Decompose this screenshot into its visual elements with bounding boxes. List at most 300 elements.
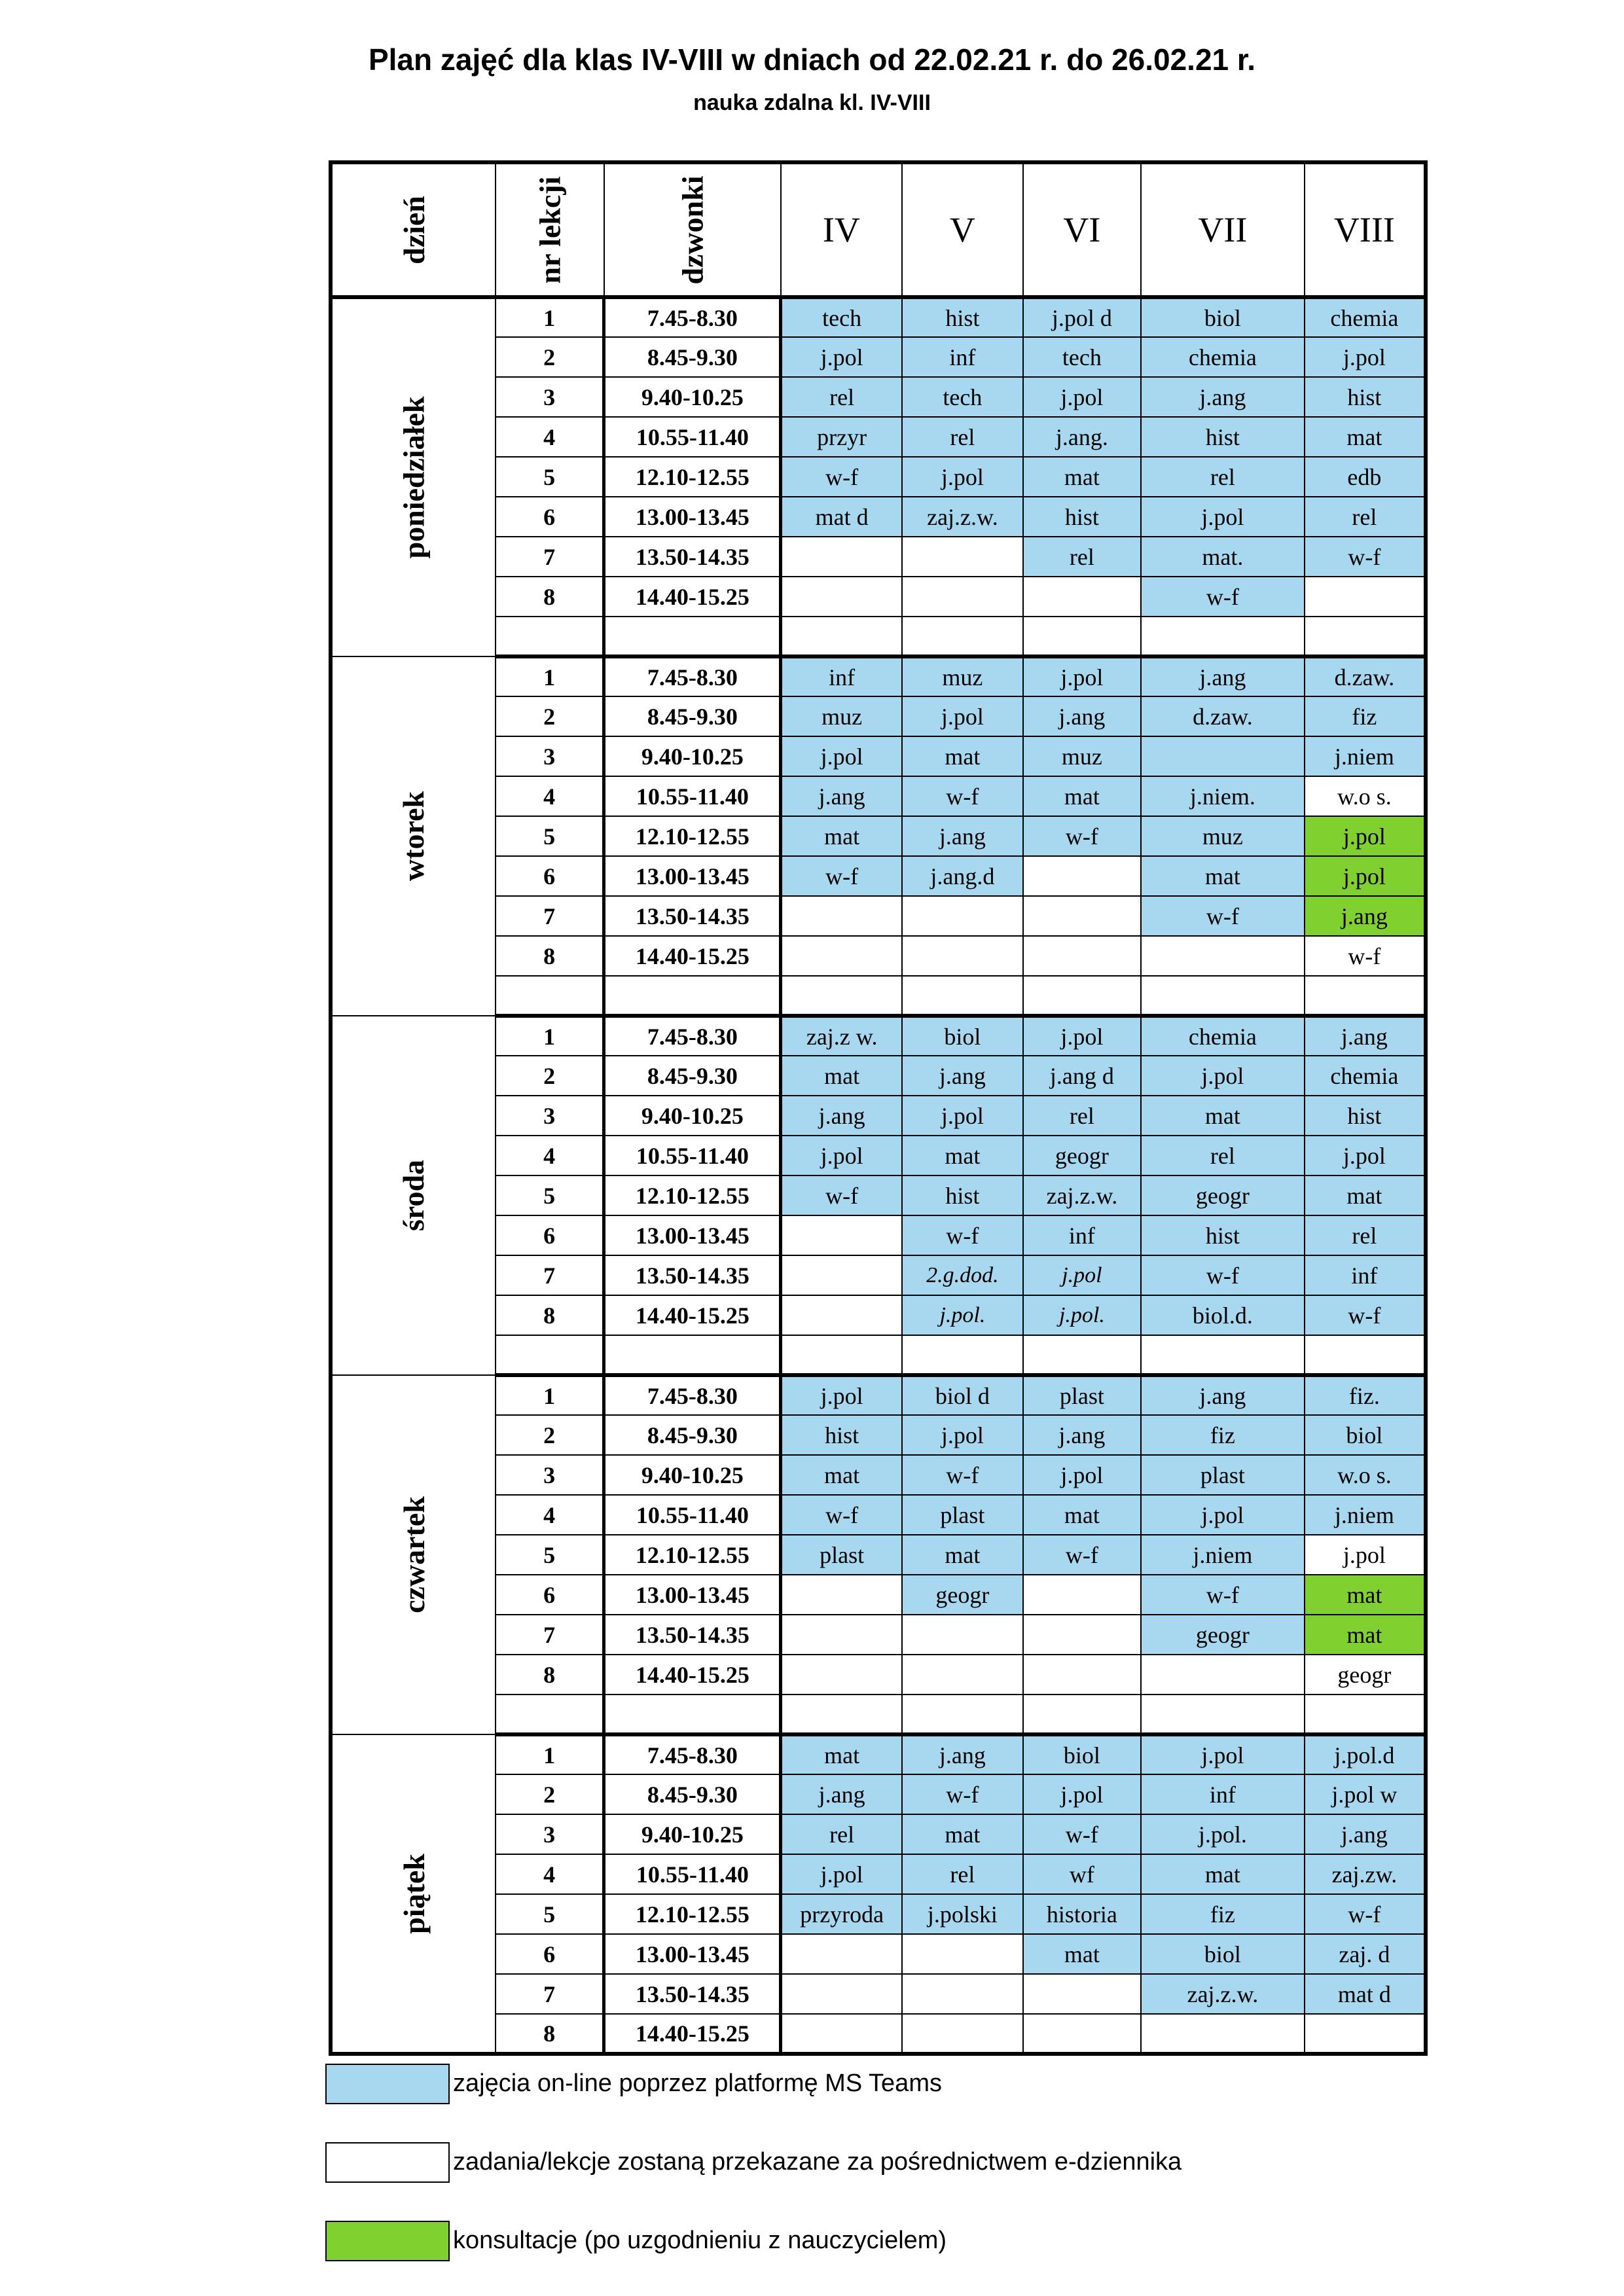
- subject-cell: j.pol: [902, 696, 1023, 736]
- subject-cell: j.pol: [1023, 1016, 1141, 1056]
- subject-cell: rel: [902, 1854, 1023, 1894]
- subject-cell: j.pol: [1305, 816, 1426, 856]
- subject-cell: [781, 1615, 902, 1655]
- subject-cell: [1023, 936, 1141, 976]
- empty-cell: [1141, 976, 1305, 1016]
- subject-cell: fiz.: [1305, 1375, 1426, 1415]
- subject-cell: j.ang: [781, 1774, 902, 1814]
- subject-cell: [781, 1255, 902, 1295]
- subject-cell: hist: [902, 297, 1023, 337]
- empty-cell: [604, 1335, 781, 1375]
- empty-cell: [604, 976, 781, 1016]
- bell-time: 12.10-12.55: [604, 1175, 781, 1215]
- subject-cell: plast: [1141, 1455, 1305, 1495]
- subject-cell: rel: [1305, 497, 1426, 537]
- lesson-number: 3: [496, 1814, 604, 1854]
- header-class-vi: VI: [1023, 162, 1141, 297]
- subject-cell: wf: [1023, 1854, 1141, 1894]
- bell-time: 13.50-14.35: [604, 1255, 781, 1295]
- bell-time: 14.40-15.25: [604, 1295, 781, 1335]
- subject-cell: w-f: [781, 1175, 902, 1215]
- bell-time: 14.40-15.25: [604, 2014, 781, 2054]
- lesson-number: 3: [496, 1455, 604, 1495]
- header-day: dzień: [331, 162, 496, 297]
- subject-cell: w-f: [902, 1215, 1023, 1255]
- subject-cell: tech: [781, 297, 902, 337]
- subject-cell: w-f: [1141, 896, 1305, 936]
- legend-swatch-consult: [325, 2221, 450, 2261]
- subject-cell: j.pol: [1023, 377, 1141, 417]
- subject-cell: [781, 936, 902, 976]
- subject-cell: mat: [781, 816, 902, 856]
- subject-cell: hist: [1305, 377, 1426, 417]
- subject-cell: rel: [1141, 1136, 1305, 1175]
- subject-cell: [1023, 1974, 1141, 2014]
- subject-cell: j.ang: [781, 776, 902, 816]
- lesson-number: 8: [496, 1295, 604, 1335]
- subject-cell: w-f: [1141, 1255, 1305, 1295]
- empty-cell: [1023, 1335, 1141, 1375]
- bell-time: 13.00-13.45: [604, 1215, 781, 1255]
- bell-time: 12.10-12.55: [604, 1535, 781, 1575]
- subject-cell: j.pol: [1305, 856, 1426, 896]
- legend-swatch-ediary: [325, 2142, 450, 2183]
- subject-cell: geogr: [1141, 1175, 1305, 1215]
- subject-cell: j.pol.: [1023, 1295, 1141, 1335]
- subject-cell: [902, 1934, 1023, 1974]
- header-class-v: V: [902, 162, 1023, 297]
- header-class-iv: IV: [781, 162, 902, 297]
- subject-cell: rel: [1023, 537, 1141, 577]
- bell-time: 10.55-11.40: [604, 1854, 781, 1894]
- subject-cell: chemia: [1141, 337, 1305, 377]
- empty-cell: [781, 1335, 902, 1375]
- subject-cell: hist: [1141, 417, 1305, 457]
- subject-cell: j.ang: [1023, 696, 1141, 736]
- bell-time: 7.45-8.30: [604, 656, 781, 696]
- lesson-number: 6: [496, 1215, 604, 1255]
- bell-time: 12.10-12.55: [604, 1894, 781, 1934]
- subject-cell: [781, 577, 902, 617]
- subject-cell: j.pol: [781, 1854, 902, 1894]
- lesson-number: 6: [496, 1934, 604, 1974]
- subject-cell: j.pol d: [1023, 297, 1141, 337]
- subject-cell: w-f: [1305, 537, 1426, 577]
- subject-cell: j.pol.: [1141, 1814, 1305, 1854]
- empty-cell: [496, 976, 604, 1016]
- subject-cell: mat: [902, 1814, 1023, 1854]
- lesson-number: 5: [496, 1175, 604, 1215]
- empty-cell: [1305, 976, 1426, 1016]
- subject-cell: j.ang: [902, 1734, 1023, 1774]
- bell-time: 9.40-10.25: [604, 1455, 781, 1495]
- empty-cell: [902, 976, 1023, 1016]
- subject-cell: j.ang: [781, 1096, 902, 1136]
- subject-cell: j.ang.d: [902, 856, 1023, 896]
- empty-cell: [781, 976, 902, 1016]
- bell-time: 14.40-15.25: [604, 1655, 781, 1695]
- subject-cell: w-f: [1305, 936, 1426, 976]
- subject-cell: rel: [781, 377, 902, 417]
- subject-cell: j.pol: [781, 337, 902, 377]
- lesson-number: 7: [496, 1615, 604, 1655]
- subject-cell: przyroda: [781, 1894, 902, 1934]
- page-subtitle: nauka zdalna kl. IV-VIII: [693, 90, 931, 115]
- empty-cell: [1023, 617, 1141, 656]
- lesson-number: 1: [496, 1375, 604, 1415]
- bell-time: 7.45-8.30: [604, 297, 781, 337]
- subject-cell: geogr: [902, 1575, 1023, 1615]
- subject-cell: muz: [1141, 816, 1305, 856]
- lesson-number: 6: [496, 856, 604, 896]
- lesson-number: 6: [496, 497, 604, 537]
- bell-time: 13.50-14.35: [604, 537, 781, 577]
- subject-cell: fiz: [1305, 696, 1426, 736]
- subject-cell: mat d: [781, 497, 902, 537]
- subject-cell: w-f: [1023, 816, 1141, 856]
- subject-cell: [781, 537, 902, 577]
- bell-time: 14.40-15.25: [604, 936, 781, 976]
- empty-cell: [604, 617, 781, 656]
- lesson-number: 6: [496, 1575, 604, 1615]
- subject-cell: mat: [1305, 1575, 1426, 1615]
- empty-cell: [902, 1335, 1023, 1375]
- lesson-number: 4: [496, 1136, 604, 1175]
- subject-cell: [1023, 1575, 1141, 1615]
- lesson-number: 3: [496, 377, 604, 417]
- legend-label-consult: konsultacje (po uzgodnieniu z nauczycielem): [453, 2227, 947, 2254]
- subject-cell: [781, 1575, 902, 1615]
- bell-time: 8.45-9.30: [604, 1415, 781, 1455]
- lesson-number: 8: [496, 1655, 604, 1695]
- subject-cell: zaj.z.w.: [1141, 1974, 1305, 2014]
- page-title: Plan zajęć dla klas IV-VIII w dniach od 22.02.21 r. do 26.02.21 r.: [368, 43, 1256, 77]
- subject-cell: hist: [781, 1415, 902, 1455]
- subject-cell: mat: [1141, 1096, 1305, 1136]
- lesson-number: 4: [496, 417, 604, 457]
- subject-cell: j.pol: [781, 736, 902, 776]
- lesson-number: 1: [496, 1016, 604, 1056]
- header-lesson-number: nr lekcji: [496, 162, 604, 297]
- lesson-number: 1: [496, 297, 604, 337]
- subject-cell: j.pol: [1023, 1455, 1141, 1495]
- legend-swatch-online: [325, 2064, 450, 2104]
- lesson-number: 2: [496, 337, 604, 377]
- subject-cell: muz: [902, 656, 1023, 696]
- subject-cell: w-f: [1141, 577, 1305, 617]
- subject-cell: [1141, 1655, 1305, 1695]
- subject-cell: j.ang: [1023, 1415, 1141, 1455]
- subject-cell: j.pol: [1023, 1774, 1141, 1814]
- subject-cell: muz: [1023, 736, 1141, 776]
- subject-cell: [1141, 736, 1305, 776]
- header-class-vii: VII: [1141, 162, 1305, 297]
- empty-cell: [1023, 1695, 1141, 1734]
- subject-cell: tech: [1023, 337, 1141, 377]
- lesson-number: 2: [496, 1774, 604, 1814]
- subject-cell: w-f: [1023, 1535, 1141, 1575]
- subject-cell: inf: [1023, 1215, 1141, 1255]
- subject-cell: 2.g.dod.: [902, 1255, 1023, 1295]
- bell-time: 9.40-10.25: [604, 377, 781, 417]
- lesson-number: 4: [496, 1854, 604, 1894]
- subject-cell: edb: [1305, 457, 1426, 497]
- empty-cell: [496, 1335, 604, 1375]
- table-row: [331, 297, 1426, 337]
- subject-cell: j.pol: [902, 1415, 1023, 1455]
- subject-cell: mat: [1023, 776, 1141, 816]
- subject-cell: tech: [902, 377, 1023, 417]
- subject-cell: [1023, 1615, 1141, 1655]
- header-class-viii: VIII: [1305, 162, 1426, 297]
- subject-cell: mat: [1305, 417, 1426, 457]
- subject-cell: mat d: [1305, 1974, 1426, 2014]
- lesson-number: 2: [496, 696, 604, 736]
- bell-time: 10.55-11.40: [604, 1495, 781, 1535]
- subject-cell: [1023, 2014, 1141, 2054]
- subject-cell: mat: [902, 1535, 1023, 1575]
- subject-cell: hist: [902, 1175, 1023, 1215]
- lesson-number: 3: [496, 736, 604, 776]
- empty-cell: [1141, 1335, 1305, 1375]
- subject-cell: [781, 1215, 902, 1255]
- subject-cell: [781, 1974, 902, 2014]
- subject-cell: [1023, 856, 1141, 896]
- subject-cell: j.pol w: [1305, 1774, 1426, 1814]
- subject-cell: historia: [1023, 1894, 1141, 1934]
- bell-time: 10.55-11.40: [604, 1136, 781, 1175]
- empty-cell: [604, 1695, 781, 1734]
- subject-cell: j.pol: [1023, 656, 1141, 696]
- subject-cell: mat: [1141, 1854, 1305, 1894]
- schedule-table: [329, 160, 1428, 2056]
- empty-cell: [1023, 976, 1141, 1016]
- subject-cell: j.pol: [1141, 1495, 1305, 1535]
- subject-cell: mat: [1023, 457, 1141, 497]
- empty-cell: [902, 1695, 1023, 1734]
- empty-cell: [781, 617, 902, 656]
- lesson-number: 8: [496, 936, 604, 976]
- bell-time: 13.50-14.35: [604, 896, 781, 936]
- subject-cell: chemia: [1141, 1016, 1305, 1056]
- bell-time: 13.00-13.45: [604, 856, 781, 896]
- subject-cell: mat: [1305, 1615, 1426, 1655]
- subject-cell: mat: [902, 736, 1023, 776]
- subject-cell: rel: [902, 417, 1023, 457]
- bell-time: 7.45-8.30: [604, 1734, 781, 1774]
- subject-cell: zaj.z.w.: [902, 497, 1023, 537]
- lesson-number: 7: [496, 1974, 604, 2014]
- lesson-number: 2: [496, 1415, 604, 1455]
- bell-time: 8.45-9.30: [604, 696, 781, 736]
- subject-cell: mat: [781, 1734, 902, 1774]
- subject-cell: biol: [902, 1016, 1023, 1056]
- subject-cell: inf: [1305, 1255, 1426, 1295]
- subject-cell: j.pol: [1141, 497, 1305, 537]
- subject-cell: [902, 1655, 1023, 1695]
- bell-time: 12.10-12.55: [604, 816, 781, 856]
- bell-time: 7.45-8.30: [604, 1375, 781, 1415]
- subject-cell: rel: [1305, 1215, 1426, 1255]
- subject-cell: j.ang: [1305, 1016, 1426, 1056]
- subject-cell: mat.: [1141, 537, 1305, 577]
- subject-cell: [1305, 2014, 1426, 2054]
- subject-cell: mat: [902, 1136, 1023, 1175]
- empty-cell: [1305, 1695, 1426, 1734]
- bell-time: 13.00-13.45: [604, 1575, 781, 1615]
- subject-cell: [1023, 896, 1141, 936]
- subject-cell: biol d: [902, 1375, 1023, 1415]
- subject-cell: [781, 1655, 902, 1695]
- lesson-number: 2: [496, 1056, 604, 1096]
- subject-cell: w.o s.: [1305, 1455, 1426, 1495]
- day-label: piątek: [331, 1734, 496, 2054]
- lesson-number: 5: [496, 816, 604, 856]
- day-label: wtorek: [331, 656, 496, 1016]
- subject-cell: biol: [1023, 1734, 1141, 1774]
- subject-cell: w-f: [902, 1774, 1023, 1814]
- subject-cell: fiz: [1141, 1415, 1305, 1455]
- lesson-number: 5: [496, 1894, 604, 1934]
- table-row: [331, 1016, 1426, 1056]
- subject-cell: j.ang: [1141, 1375, 1305, 1415]
- bell-time: 12.10-12.55: [604, 457, 781, 497]
- subject-cell: geogr: [1305, 1655, 1426, 1695]
- subject-cell: w-f: [781, 457, 902, 497]
- subject-cell: rel: [781, 1814, 902, 1854]
- subject-cell: j.niem: [1305, 1495, 1426, 1535]
- subject-cell: mat: [1305, 1175, 1426, 1215]
- subject-cell: d.zaw.: [1305, 656, 1426, 696]
- subject-cell: j.ang: [1141, 377, 1305, 417]
- bell-time: 10.55-11.40: [604, 776, 781, 816]
- subject-cell: geogr: [1141, 1615, 1305, 1655]
- lesson-number: 8: [496, 577, 604, 617]
- lesson-number: 3: [496, 1096, 604, 1136]
- subject-cell: inf: [1141, 1774, 1305, 1814]
- lesson-number: 1: [496, 1734, 604, 1774]
- subject-cell: zaj.z.w.: [1023, 1175, 1141, 1215]
- empty-cell: [1305, 617, 1426, 656]
- subject-cell: przyr: [781, 417, 902, 457]
- subject-cell: w-f: [902, 776, 1023, 816]
- subject-cell: j.ang: [902, 816, 1023, 856]
- subject-cell: j.pol: [1305, 1535, 1426, 1575]
- empty-cell: [496, 1695, 604, 1734]
- bell-time: 9.40-10.25: [604, 1096, 781, 1136]
- subject-cell: [781, 896, 902, 936]
- subject-cell: [1141, 2014, 1305, 2054]
- subject-cell: muz: [781, 696, 902, 736]
- subject-cell: j.niem.: [1141, 776, 1305, 816]
- subject-cell: mat: [1023, 1934, 1141, 1974]
- subject-cell: plast: [902, 1495, 1023, 1535]
- empty-cell: [781, 1695, 902, 1734]
- subject-cell: geogr: [1023, 1136, 1141, 1175]
- subject-cell: [902, 936, 1023, 976]
- subject-cell: j.ang: [1305, 1814, 1426, 1854]
- empty-cell: [1141, 1695, 1305, 1734]
- subject-cell: chemia: [1305, 1056, 1426, 1096]
- empty-cell: [1305, 1335, 1426, 1375]
- subject-cell: biol.d.: [1141, 1295, 1305, 1335]
- subject-cell: j.ang: [1141, 656, 1305, 696]
- legend-label-ediary: zadania/lekcje zostaną przekazane za pośrednictwem e-dziennika: [453, 2148, 1182, 2176]
- lesson-number: 5: [496, 457, 604, 497]
- bell-time: 8.45-9.30: [604, 337, 781, 377]
- empty-cell: [1141, 617, 1305, 656]
- lesson-number: 5: [496, 1535, 604, 1575]
- subject-cell: j.pol: [1305, 1136, 1426, 1175]
- subject-cell: [902, 537, 1023, 577]
- subject-cell: biol: [1141, 1934, 1305, 1974]
- subject-cell: rel: [1141, 457, 1305, 497]
- subject-cell: j.ang d: [1023, 1056, 1141, 1096]
- bell-time: 9.40-10.25: [604, 736, 781, 776]
- subject-cell: [1023, 1655, 1141, 1695]
- subject-cell: w-f: [1023, 1814, 1141, 1854]
- subject-cell: j.polski: [902, 1894, 1023, 1934]
- subject-cell: zaj. d: [1305, 1934, 1426, 1974]
- subject-cell: [902, 1974, 1023, 2014]
- subject-cell: j.pol: [1141, 1734, 1305, 1774]
- subject-cell: inf: [781, 656, 902, 696]
- subject-cell: d.zaw.: [1141, 696, 1305, 736]
- table-row: [331, 1375, 1426, 1415]
- subject-cell: biol: [1141, 297, 1305, 337]
- table-row: [331, 656, 1426, 696]
- subject-cell: j.ang: [1305, 896, 1426, 936]
- legend-label-online: zajęcia on-line poprzez platformę MS Teams: [453, 2070, 942, 2097]
- subject-cell: rel: [1023, 1096, 1141, 1136]
- lesson-number: 7: [496, 896, 604, 936]
- bell-time: 9.40-10.25: [604, 1814, 781, 1854]
- subject-cell: zaj.zw.: [1305, 1854, 1426, 1894]
- subject-cell: mat: [781, 1455, 902, 1495]
- table-row: [331, 1734, 1426, 1774]
- subject-cell: biol: [1305, 1415, 1426, 1455]
- subject-cell: w-f: [1141, 1575, 1305, 1615]
- subject-cell: hist: [1141, 1215, 1305, 1255]
- bell-time: 10.55-11.40: [604, 417, 781, 457]
- subject-cell: [902, 2014, 1023, 2054]
- subject-cell: j.pol: [781, 1136, 902, 1175]
- lesson-number: 7: [496, 537, 604, 577]
- subject-cell: j.pol.d: [1305, 1734, 1426, 1774]
- subject-cell: [781, 2014, 902, 2054]
- header-bells: dzwonki: [604, 162, 781, 297]
- subject-cell: j.pol: [1023, 1255, 1141, 1295]
- subject-cell: j.pol: [1141, 1056, 1305, 1096]
- subject-cell: mat: [1023, 1495, 1141, 1535]
- subject-cell: [902, 577, 1023, 617]
- lesson-number: 1: [496, 656, 604, 696]
- subject-cell: j.pol: [781, 1375, 902, 1415]
- subject-cell: chemia: [1305, 297, 1426, 337]
- empty-cell: [496, 617, 604, 656]
- bell-time: 13.50-14.35: [604, 1615, 781, 1655]
- subject-cell: j.niem: [1305, 736, 1426, 776]
- subject-cell: w-f: [902, 1455, 1023, 1495]
- subject-cell: [1141, 936, 1305, 976]
- bell-time: 8.45-9.30: [604, 1774, 781, 1814]
- subject-cell: w-f: [1305, 1295, 1426, 1335]
- subject-cell: [781, 1295, 902, 1335]
- bell-time: 14.40-15.25: [604, 577, 781, 617]
- lesson-number: 8: [496, 2014, 604, 2054]
- subject-cell: inf: [902, 337, 1023, 377]
- subject-cell: hist: [1023, 497, 1141, 537]
